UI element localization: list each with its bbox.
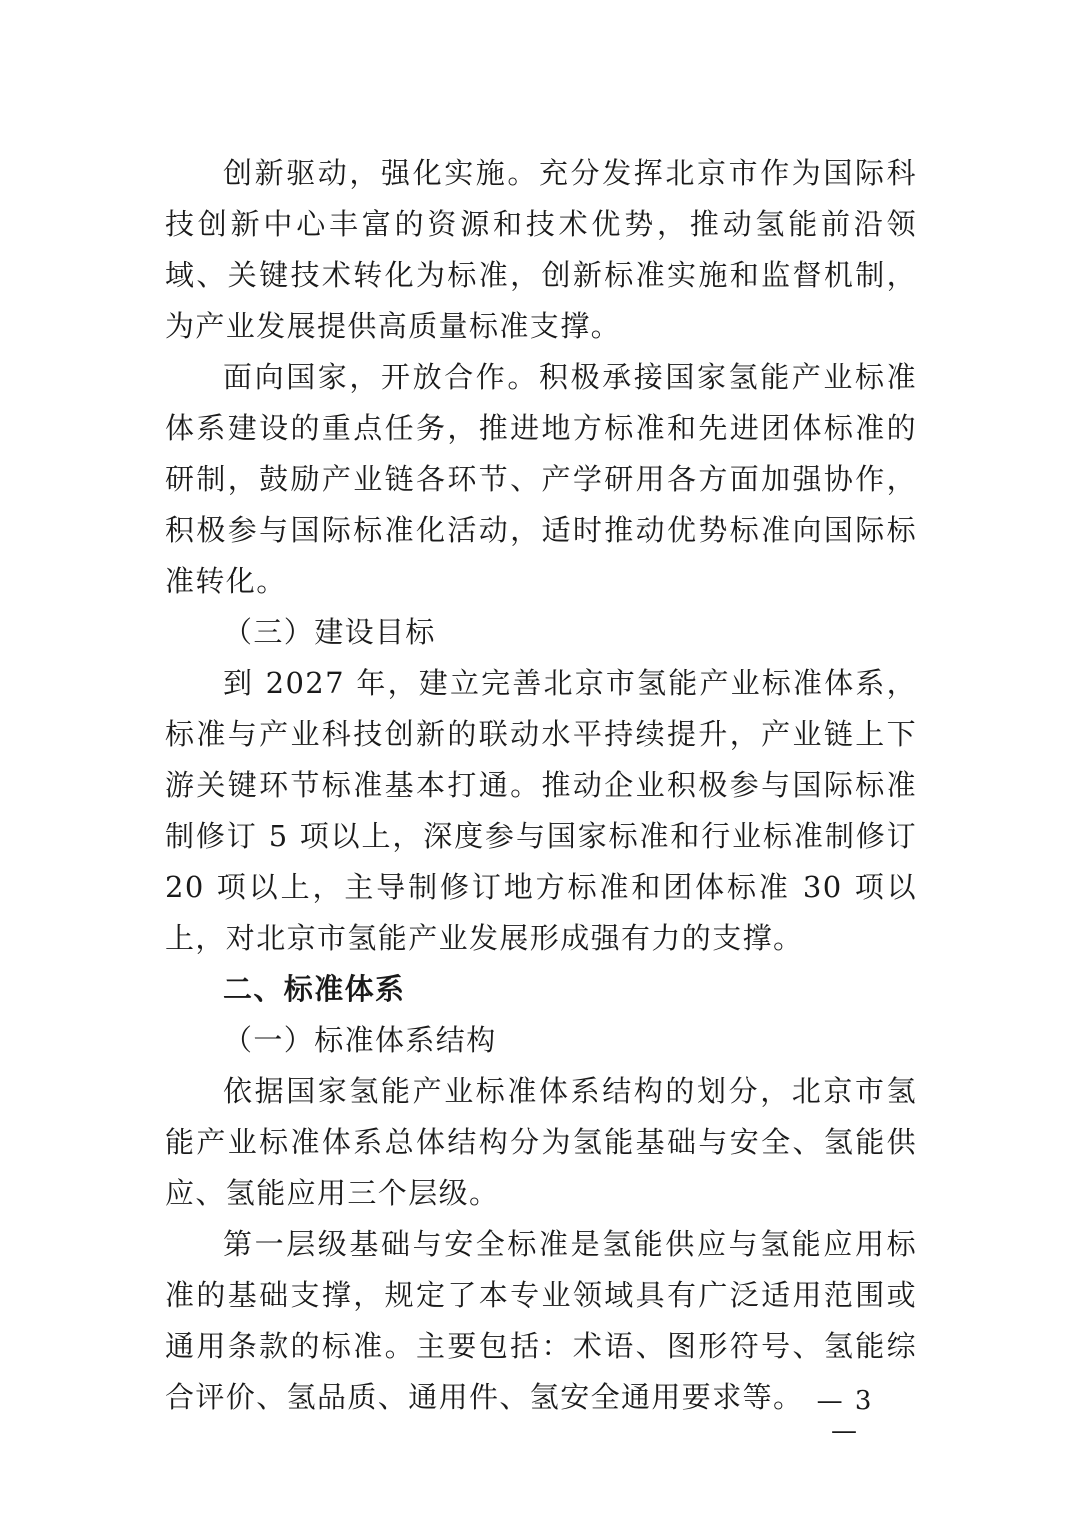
document-body [165, 148, 917, 1423]
section-heading-construction-goals: （三）建设目标 [223, 615, 436, 649]
paragraph-first-level: 第一层级基础与安全标准是氢能供应与氢能应用标准的基础支撑，规定了本专业领域具有广泛适用范围或通用条款的标准。主要包括：术语、图形符号、氢能综合评价、氢品质、通用件、氢安全通用要求等。 [165, 1227, 917, 1414]
paragraph-innovation-driven: 创新驱动，强化实施。充分发挥北京市作为国际科技创新中心丰富的资源和技术优势，推动氢能前沿领域、关键技术转化为标准，创新标准实施和监督机制，为产业发展提供高质量标准支撑。 [165, 156, 917, 343]
page-number: — 3 — [816, 1386, 874, 1446]
chapter-heading-standard-system: 二、标准体系 [223, 972, 406, 1006]
paragraph-open-cooperation: 面向国家，开放合作。积极承接国家氢能产业标准体系建设的重点任务，推进地方标准和先进团体标准的研制，鼓励产业链各环节、产学研用各方面加强协作，积极参与国际标准化活动，适时推动优势标准向国际标准转化。 [165, 360, 917, 598]
section-heading-system-structure: （一）标准体系结构 [223, 1023, 497, 1057]
paragraph-structure-division: 依据国家氢能产业标准体系结构的划分，北京市氢能产业标准体系总体结构分为氢能基础与安全、氢能供应、氢能应用三个层级。 [165, 1074, 917, 1210]
paragraph-2027-goals: 到 2027 年，建立完善北京市氢能产业标准体系，标准与产业科技创新的联动水平持续提升，产业链上下游关键环节标准基本打通。推动企业积极参与国际标准制修订 5 项以上，深度参与国家标准和行业标准制修订 20 项以上，主导制修订地方标准和团体标准 30 项以上，对北京市氢能产业发展形成强有力的支撑。 [165, 666, 917, 955]
